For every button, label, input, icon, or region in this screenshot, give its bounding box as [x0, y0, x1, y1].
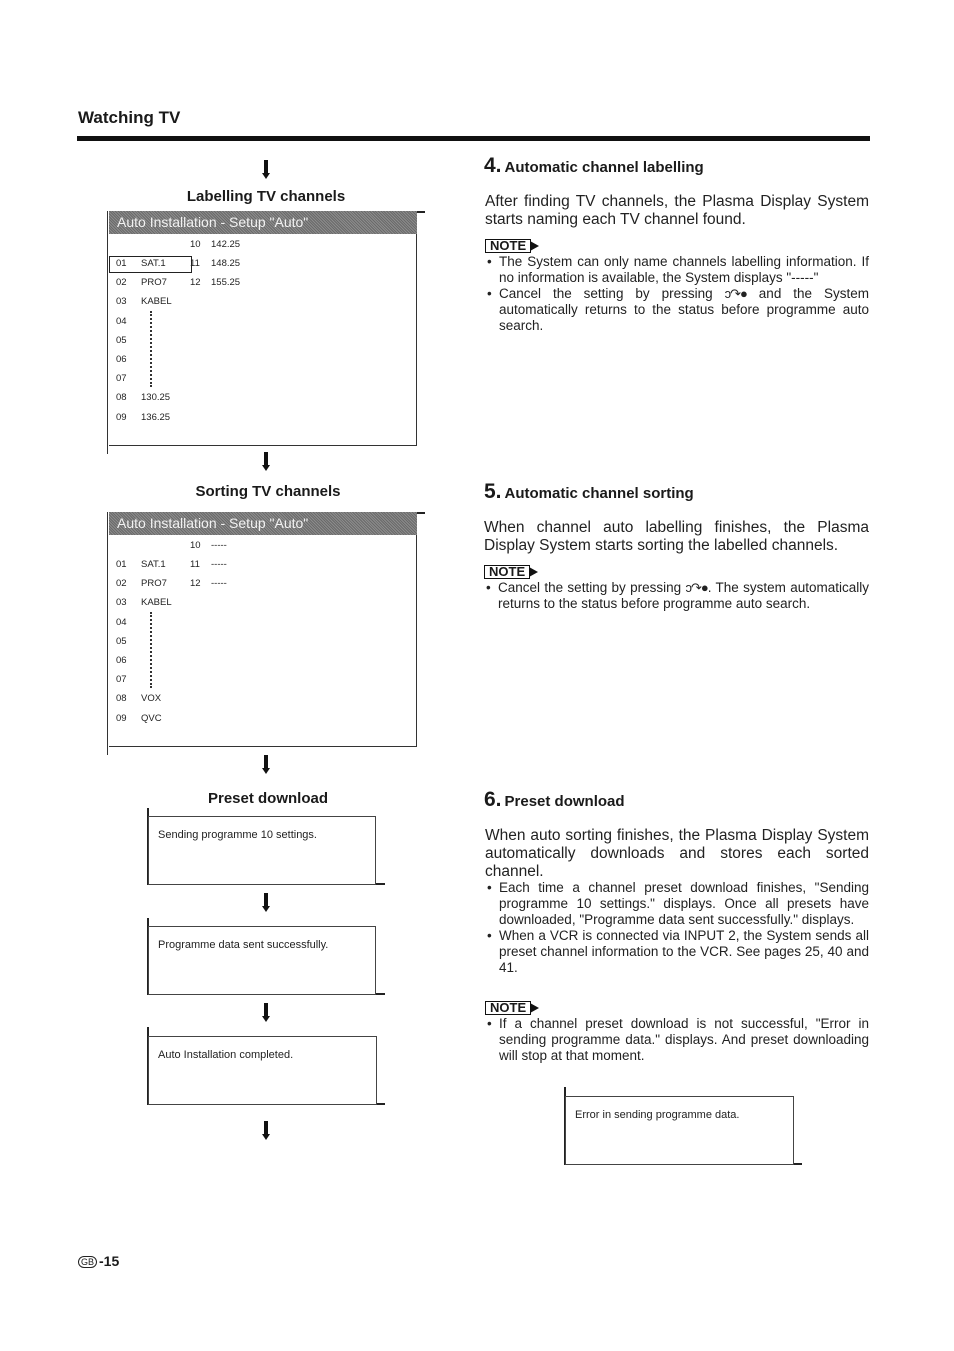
channel-number: 05: [116, 334, 127, 346]
down-arrow-icon: [262, 893, 270, 912]
preset-caption: Preset download: [207, 790, 329, 807]
note-badge: NOTE: [485, 1001, 539, 1015]
channel-row: [116, 412, 170, 423]
channel-value: QVC: [141, 712, 162, 724]
down-arrow-icon: [262, 1003, 270, 1022]
channel-row: [116, 373, 141, 384]
channel-number: 01: [116, 258, 127, 269]
channel-number: 08: [116, 693, 127, 705]
channel-row: [116, 578, 167, 589]
channel-number: 08: [116, 392, 127, 404]
section-4-paragraph: After finding TV channels, the Plasma Display System starts naming each TV channel found.: [485, 193, 869, 228]
down-arrow-icon: [262, 755, 270, 774]
message-box-success: [148, 926, 376, 995]
channel-number: 12: [190, 578, 201, 590]
channel-number: 06: [116, 655, 127, 666]
sorting-screen: [109, 512, 417, 747]
channel-row: [116, 559, 166, 570]
channel-number: 02: [116, 277, 127, 289]
channel-row: [116, 636, 141, 647]
list-item: • If a channel preset download is not successful, "Error in sending programme data." displays. And preset downloading will stop at that moment.: [485, 1016, 869, 1064]
list-item: • When a VCR is connected via INPUT 2, the System sends all preset channel information to the VCR. See pages 25, 40 and 41.: [485, 928, 869, 976]
channel-number: 06: [116, 354, 127, 365]
channel-row: [116, 335, 141, 346]
channel-row: [116, 617, 141, 628]
list-item: • The System can only name channels labelling information. If no information is available, the System displays "-----": [485, 254, 869, 286]
channel-row: [116, 354, 141, 365]
labelling-screen: [109, 211, 417, 446]
channel-value: PRO7: [141, 277, 167, 289]
down-arrow-icon: [262, 160, 270, 179]
list-item: • Cancel the setting by pressing ↄ↷●. The system automatically returns to the status before programme auto search.: [484, 580, 869, 612]
channel-number: 11: [190, 559, 200, 571]
channel-value: 136.25: [141, 411, 171, 423]
channel-number: 07: [116, 674, 127, 686]
labelling-screen-title: Auto Installation - Setup "Auto": [109, 211, 417, 234]
channel-number: 09: [116, 411, 127, 423]
channel-value: KABEL: [141, 296, 172, 308]
message-box-completed: [148, 1036, 377, 1105]
channel-row: [116, 693, 161, 704]
channel-number: 02: [116, 578, 127, 590]
return-icon: ↄ↷●: [685, 580, 708, 595]
channel-number: 05: [116, 635, 127, 647]
sorting-caption: Sorting TV channels: [195, 483, 341, 500]
channel-value: VOX: [141, 693, 162, 705]
section-6-notes: [485, 1016, 869, 1064]
section-5-paragraph: When channel auto labelling finishes, the Plasma Display System starts sorting the labelled channels.: [484, 519, 869, 554]
channel-number: 01: [116, 559, 127, 570]
channel-number: 07: [116, 373, 127, 385]
down-arrow-icon: [262, 1121, 270, 1140]
message-box-error: [565, 1096, 794, 1165]
channel-row: [116, 296, 172, 307]
channel-row: [116, 277, 167, 288]
message-text: Programme data sent successfully.: [158, 939, 329, 951]
channel-row: [116, 674, 141, 685]
channel-number: 12: [190, 277, 201, 289]
note-badge: NOTE: [484, 565, 538, 579]
channel-number: 10: [190, 540, 201, 551]
channel-value: 130.25: [141, 392, 171, 404]
channel-row: [116, 258, 166, 269]
list-item: • Cancel the setting by pressing ↄ↷● and the System automatically returns to the status before programme auto search.: [485, 286, 869, 334]
message-text: Auto Installation completed.: [158, 1049, 294, 1061]
channel-row: [116, 713, 162, 724]
section-6-bullets: [485, 880, 869, 976]
channel-row: [116, 655, 141, 666]
channel-row: [190, 277, 240, 288]
channel-value: -----: [211, 559, 227, 571]
channel-value: KABEL: [141, 597, 172, 609]
channel-value: SAT.1: [141, 559, 166, 570]
channel-value: 155.25: [211, 277, 241, 289]
channel-value: 148.25: [211, 258, 241, 270]
channel-value: SAT.1: [141, 258, 166, 269]
channel-row: [190, 239, 240, 250]
channel-value: -----: [211, 540, 227, 551]
list-item: • Each time a channel preset download finishes, "Sending programme 10 settings." displays. Once all presets have downloaded, "Programme data sent successfully." displays.: [485, 880, 869, 928]
channel-row: [190, 578, 227, 589]
down-arrow-icon: [262, 452, 270, 471]
labelling-caption: Labelling TV channels: [186, 188, 346, 205]
section-4-notes: [485, 254, 869, 334]
channel-number: 03: [116, 296, 127, 308]
message-box-sending: [148, 816, 376, 885]
page-number: GB -15: [78, 1253, 119, 1269]
channel-row: [116, 316, 141, 327]
channel-value: 142.25: [211, 239, 241, 250]
channel-number: 04: [116, 616, 127, 628]
section-5-notes: [484, 580, 869, 612]
channel-number: 04: [116, 315, 127, 327]
channel-value: -----: [211, 578, 227, 590]
message-text: Sending programme 10 settings.: [158, 829, 317, 841]
channel-row: [190, 540, 227, 551]
channel-row: [190, 559, 227, 570]
channel-number: 09: [116, 712, 127, 724]
section-4-heading: 4. Automatic channel labelling: [484, 154, 704, 177]
title-rule: [77, 136, 870, 141]
channel-number: 10: [190, 239, 201, 250]
note-badge: NOTE: [485, 239, 539, 253]
channel-number: 03: [116, 597, 127, 609]
channel-value: PRO7: [141, 578, 167, 590]
vertical-dots: [150, 311, 154, 387]
section-title: Watching TV: [78, 108, 181, 127]
channel-row: [190, 258, 240, 269]
section-6-heading: 6. Preset download: [484, 788, 625, 811]
section-6-paragraph: When auto sorting finishes, the Plasma Display System automatically downloads and stores each sorted channel.: [485, 827, 869, 880]
message-text: Error in sending programme data.: [575, 1109, 740, 1121]
channel-number: 11: [190, 258, 200, 270]
channel-row: [116, 392, 170, 403]
channel-row: [116, 597, 172, 608]
sorting-screen-title: Auto Installation - Setup "Auto": [109, 512, 417, 535]
section-5-heading: 5. Automatic channel sorting: [484, 480, 694, 503]
vertical-dots: [150, 612, 154, 688]
return-icon: ↄ↷●: [724, 286, 747, 301]
